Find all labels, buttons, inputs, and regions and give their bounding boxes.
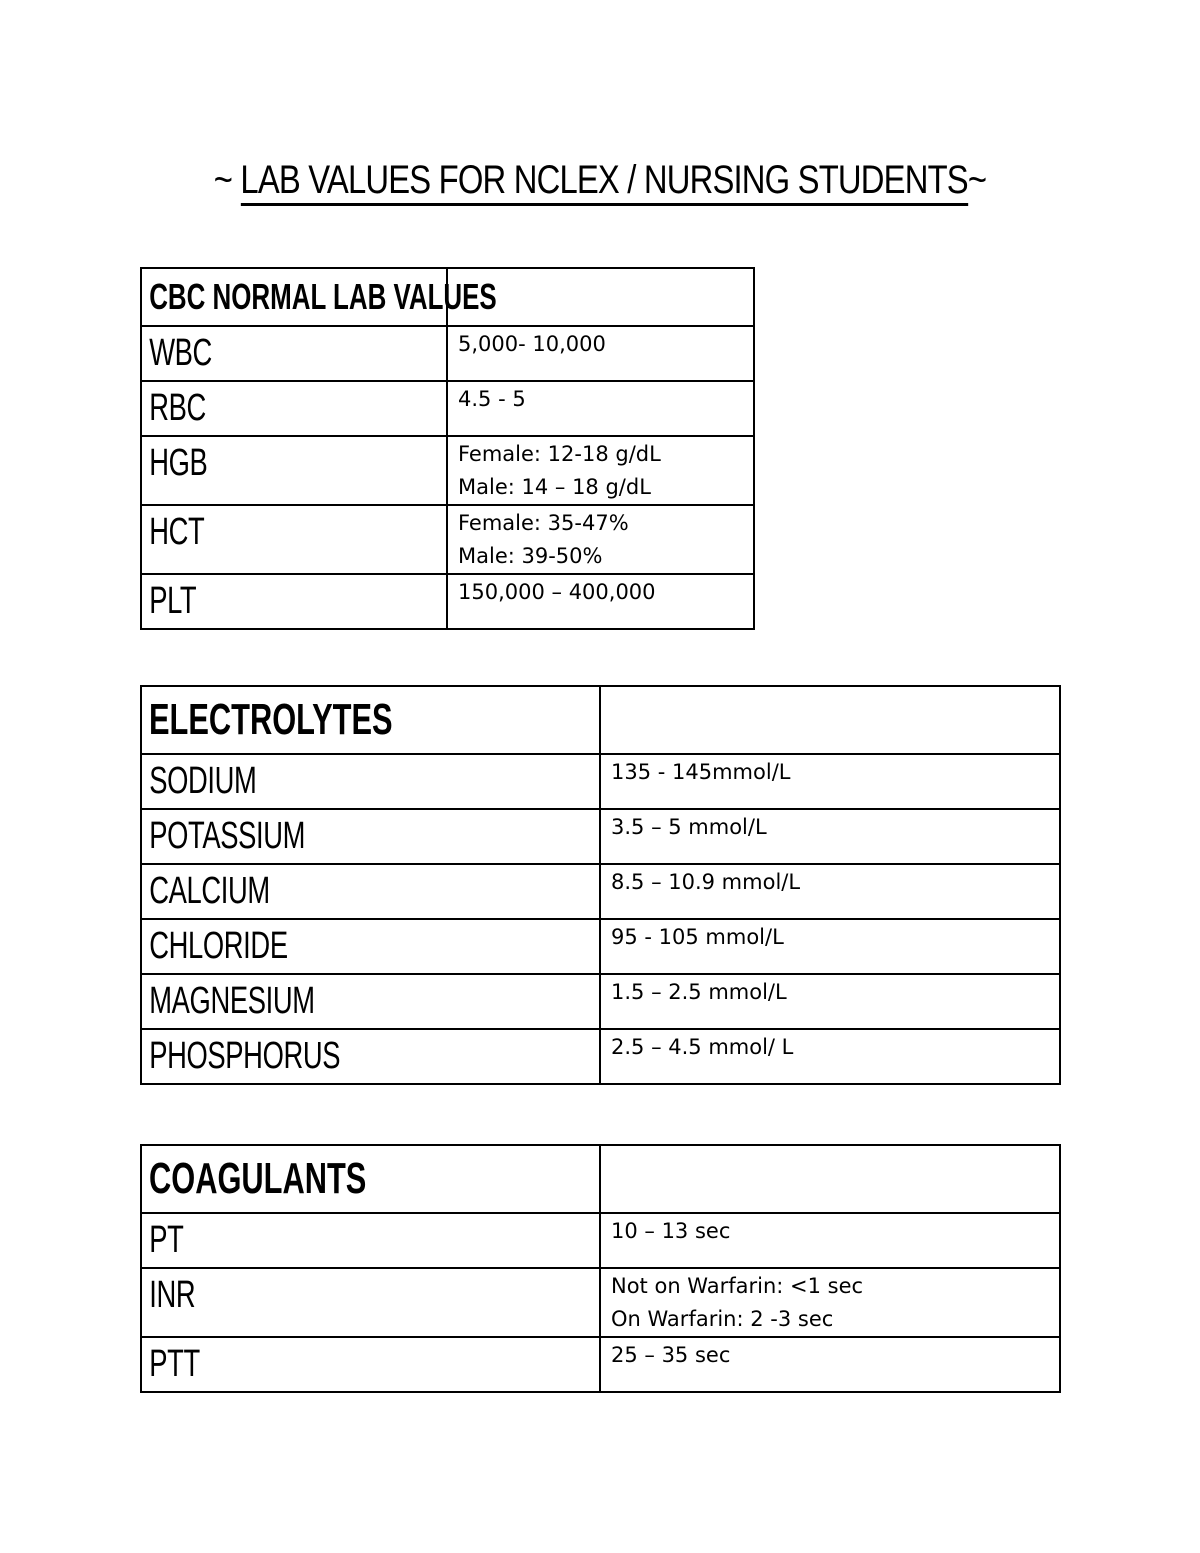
table-row — [141, 1337, 1060, 1392]
lab-name: POTASSIUM — [149, 815, 306, 857]
table-row — [141, 1268, 1060, 1337]
lab-name: RBC — [149, 387, 206, 429]
lab-value: 10 – 13 sec — [611, 1219, 731, 1243]
lab-value: 150,000 – 400,000 — [458, 580, 656, 604]
lab-value: 1.5 – 2.5 mmol/L — [611, 980, 787, 1004]
lab-value: Not on Warfarin: <1 sec — [611, 1274, 864, 1298]
table-row — [141, 574, 754, 629]
coagulants-table — [140, 1144, 1061, 1393]
table-row — [141, 809, 1060, 864]
empty-cell — [600, 1145, 1060, 1213]
lab-value: 2.5 – 4.5 mmol/ L — [611, 1035, 794, 1059]
empty-cell — [600, 686, 1060, 754]
lab-value: Male: 39-50% — [458, 544, 603, 568]
lab-name: HCT — [149, 511, 205, 553]
lab-name: HGB — [149, 442, 208, 484]
cbc-heading: CBC NORMAL LAB VALUES — [149, 276, 497, 317]
table-heading-cell — [141, 1145, 600, 1213]
table-row — [141, 754, 1060, 809]
lab-name: INR — [149, 1274, 196, 1316]
table-row — [141, 864, 1060, 919]
title-suffix: ~ — [967, 158, 987, 202]
table-header-row — [141, 686, 1060, 754]
table-header-row — [141, 268, 754, 326]
electrolytes-table — [140, 685, 1061, 1085]
lab-name: PT — [149, 1219, 184, 1261]
lab-value: 4.5 - 5 — [458, 387, 526, 411]
title-prefix: ~ — [213, 158, 241, 202]
lab-name: CALCIUM — [149, 870, 270, 912]
lab-name: CHLORIDE — [149, 925, 288, 967]
lab-value: Female: 35-47% — [458, 511, 629, 535]
lab-name: SODIUM — [149, 760, 257, 802]
lab-name: PLT — [149, 580, 197, 622]
lab-name: MAGNESIUM — [149, 980, 315, 1022]
lab-value: Male: 14 – 18 g/dL — [458, 475, 651, 499]
lab-value: Female: 12-18 g/dL — [458, 442, 661, 466]
lab-value: On Warfarin: 2 -3 sec — [611, 1307, 834, 1331]
table-row — [141, 1213, 1060, 1268]
lab-value: 25 – 35 sec — [611, 1343, 731, 1367]
table-row — [141, 326, 754, 381]
lab-name: WBC — [149, 332, 212, 374]
table-row — [141, 381, 754, 436]
lab-value: 95 - 105 mmol/L — [611, 925, 784, 949]
lab-value: 3.5 – 5 mmol/L — [611, 815, 767, 839]
page-title — [108, 150, 1092, 210]
table-heading-cell — [141, 268, 497, 326]
table-row — [141, 1029, 1060, 1084]
table-row — [141, 919, 1060, 974]
table-row — [141, 974, 1060, 1029]
table-row — [141, 436, 754, 505]
lab-value: 5,000- 10,000 — [458, 332, 606, 356]
table-header-row — [141, 1145, 1060, 1213]
title-text: LAB VALUES FOR NCLEX / NURSING STUDENTS — [240, 158, 967, 206]
coagulants-heading: COAGULANTS — [149, 1154, 367, 1203]
lab-value: 135 - 145mmol/L — [611, 760, 791, 784]
lab-name: PTT — [149, 1343, 200, 1385]
table-row — [141, 505, 754, 574]
lab-name: PHOSPHORUS — [149, 1035, 341, 1077]
cbc-table — [140, 267, 755, 630]
table-heading-cell — [141, 686, 600, 754]
lab-value: 8.5 – 10.9 mmol/L — [611, 870, 801, 894]
electrolytes-heading: ELECTROLYTES — [149, 695, 393, 744]
